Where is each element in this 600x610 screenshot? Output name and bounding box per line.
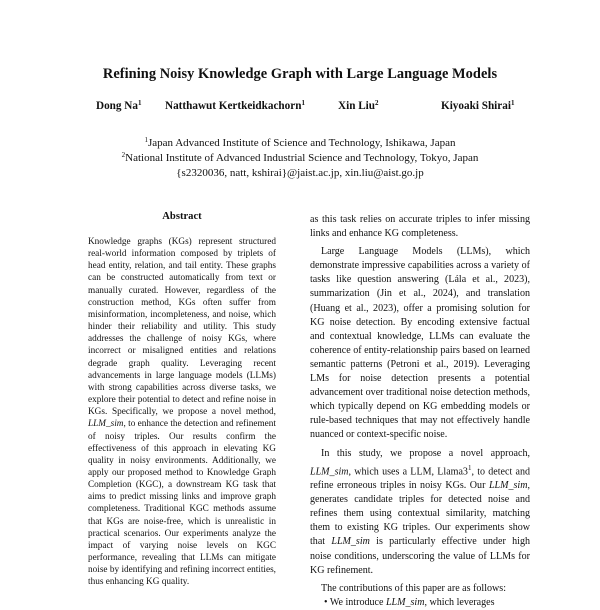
abstract-part-2: , to enhance the detection and refinement of noisy triples. Our results confirm the effectiveness of this approach in elevating KG quality in noisy environments. Additionally, we apply our proposed method to Knowledge Graph Completion (KGC), a downstream KG task that aims to predict missing links and improve graph completeness. Traditional KGC methods assume that KGs are noise-free, which is unrealistic in practical scenarios. Our experiments analyze the impact of varying noise levels on KGC performance, revealing that LLMs can mitigate noise by identifying and refining incorrect entities, thus enhancing KG quality. — [88, 419, 276, 588]
author-4 — [441, 99, 514, 112]
abstract-part-1: Knowledge graphs (KGs) represent structured real-world information composed by triplets of head entity, relation, and tail entity. These graphs can be constructed automatically from text or manually curated. However, regardless of the construction method, KGs often suffer from misinformation, incompleteness, and noise, which hinder their reliability and utility. This study addresses the challenge of noisy KGs, where incorrect or misaligned entities and relations degrade graph quality. Leveraging recent advancements in large language models (LLMs) with strong capabilities across diverse tasks, we explore their potential to detect and refine noise in KGs. Specifically, we propose a novel method, — [88, 237, 276, 418]
author-name: Kiyoaki Shirai — [441, 100, 511, 112]
author-emails: {s2320036, natt, kshirai}@jaist.ac.jp, xin.liu@aist.go.jp — [176, 167, 424, 179]
author-affiliation-mark: 2 — [375, 99, 379, 107]
author-name: Xin Liu — [338, 100, 375, 112]
method-name: LLM_sim — [331, 536, 370, 548]
author-2 — [165, 99, 305, 112]
footnote-mark: 1 — [467, 463, 472, 472]
para3-text-c: , to detect and refine erroneous triples in noisy KGs. Our — [310, 465, 531, 492]
author-affiliation-mark: 1 — [510, 99, 515, 107]
para3-text-b: , which uses a LLM, Llama3 — [348, 465, 468, 477]
author-name: Dong Na — [96, 100, 138, 112]
method-name: LLM_sim — [385, 596, 425, 608]
author-affiliation-mark: 1 — [137, 99, 142, 107]
method-name: LLM_sim — [310, 465, 349, 477]
abstract-heading: Abstract — [162, 211, 202, 222]
author-name: Natthawut Kertkeidkachorn — [165, 100, 302, 112]
author-3 — [338, 99, 379, 112]
affiliation-text: Japan Advanced Institute of Science and Technology, Ishikawa, Japan — [148, 137, 456, 149]
affiliation-2 — [0, 151, 600, 164]
para3-text-d: , generates candidate triples for detected noise and refines them using contextual similarity, matching them to existing KG triples. Our experiments show that — [310, 480, 530, 548]
intro-column — [310, 213, 530, 610]
method-name: LLM_sim — [488, 480, 528, 492]
bullet-suffix: , which leverages — [424, 596, 495, 608]
intro-paragraph-4: The contributions of this paper are as follows: — [321, 582, 506, 594]
para3-text-a: In this study, we propose a novel approach, — [321, 447, 530, 459]
affiliation-1 — [0, 136, 600, 149]
intro-paragraph-1: as this task relies on accurate triples to infer missing links and enhance KG completeness. — [310, 214, 530, 240]
affiliation-mark: 1 — [144, 136, 149, 144]
author-affiliation-mark: 1 — [301, 99, 305, 107]
author-1 — [96, 99, 141, 112]
paper-title: Refining Noisy Knowledge Graph with Large Language Models — [102, 66, 498, 82]
abstract-text — [88, 236, 276, 589]
method-name: LLM_sim — [88, 419, 124, 430]
affiliation-mark: 2 — [121, 151, 126, 159]
para3-text-e: is particularly effective under high noise conditions, underscoring the value of LLMs for KG refinement. — [310, 536, 530, 576]
intro-paragraph-3 — [310, 447, 530, 578]
bullet-prefix: • We introduce — [324, 596, 386, 608]
intro-paragraph-2: Large Language Models (LLMs), which demonstrate impressive capabilities across a variety of tasks like question answering (Lála et al., 2023), summarization (Jin et al., 2024), and translation (Huang et al., 2023), offer a promising solution for KG noise detection. By encoding extensive factual and contextual knowledge, LLMs can evaluate the coherence of entity-relationship pairs based on learned semantic patterns (Petroni et al., 2019). Leveraging LMs for noise detection presents a potential advancement over traditional noise detection methods, which typically depend on KG embedding models or rule-based techniques that may not effectively handle nuanced or context-specific noise. — [310, 246, 530, 441]
affiliation-text: National Institute of Advanced Industrial Science and Technology, Tokyo, Japan — [125, 152, 479, 164]
contribution-bullet — [310, 596, 530, 610]
